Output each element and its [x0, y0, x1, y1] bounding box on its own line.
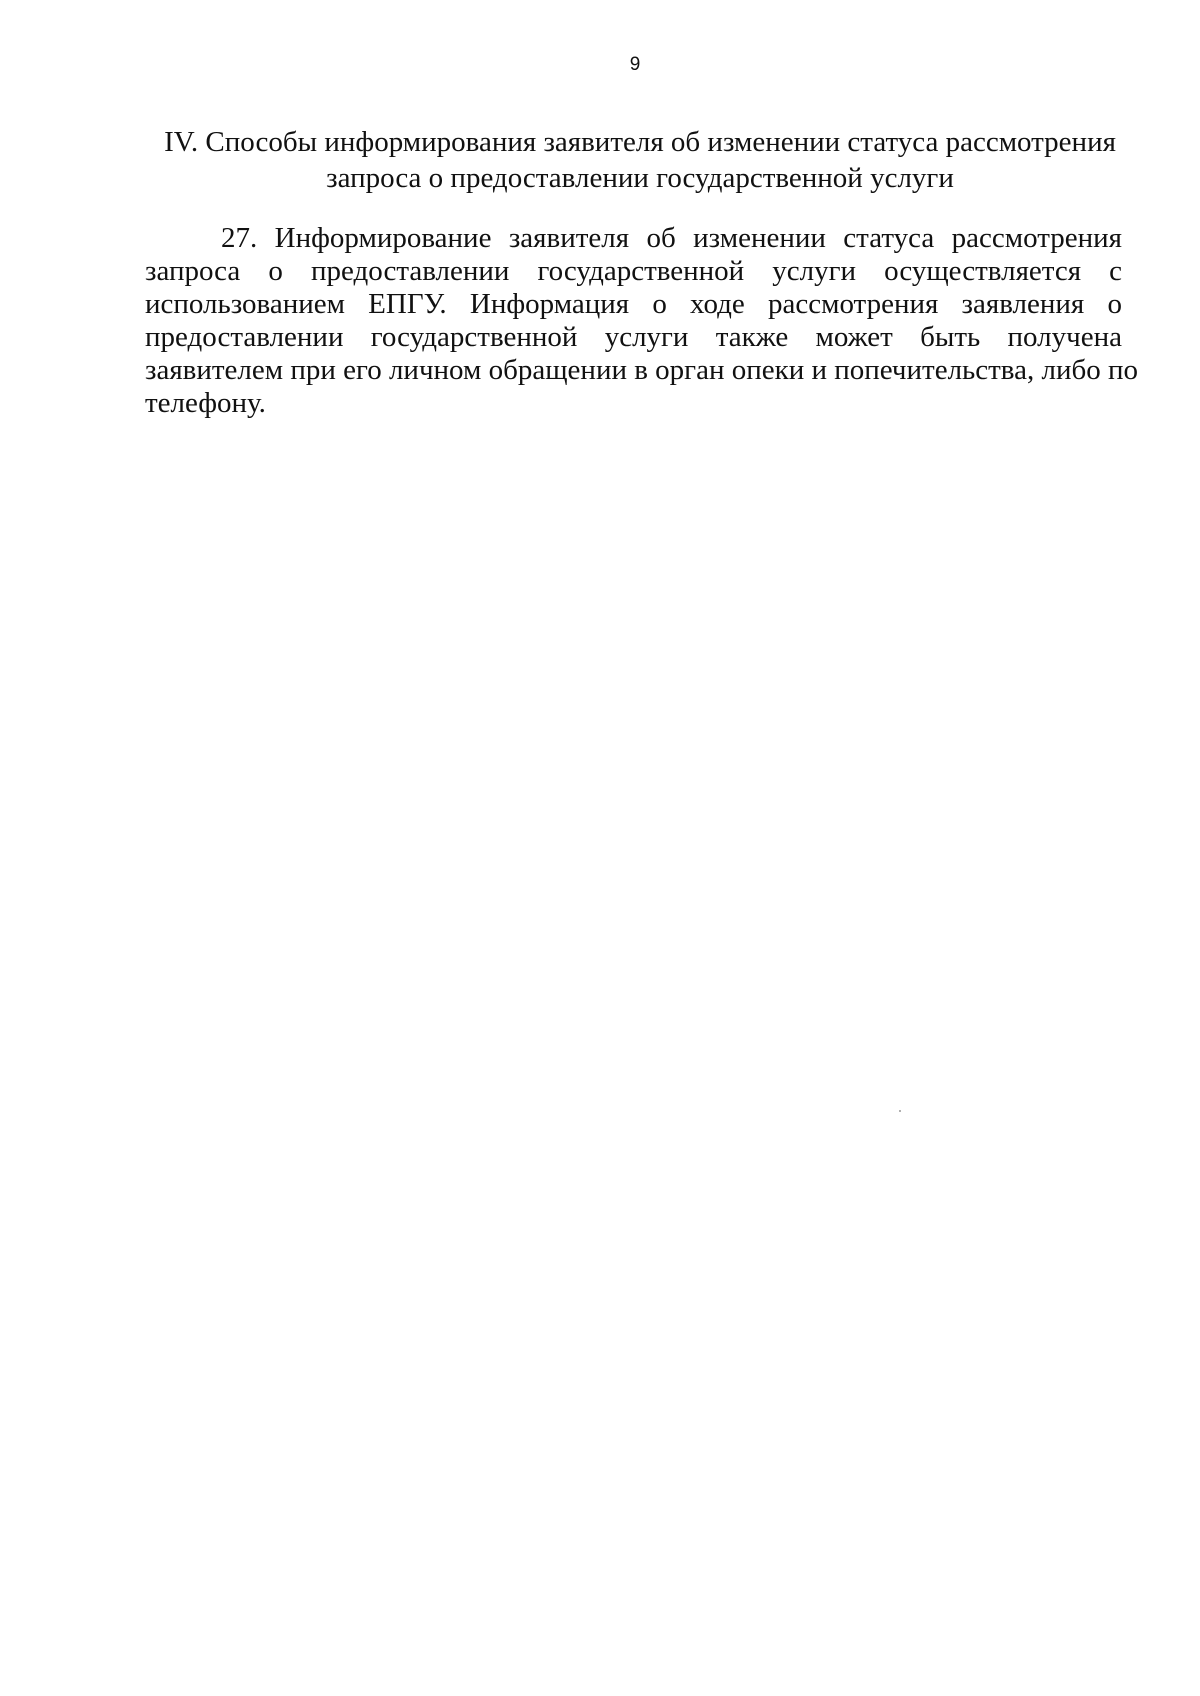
paragraph-line: 27. Информирование заявителя об изменении статуса рассмотрения [221, 222, 1122, 254]
paragraph-line: заявителем при его личном обращении в орган опеки и попечительства, либо по [145, 354, 1139, 386]
section-heading-line-1: IV. Способы информирования заявителя об изменении статуса рассмотрения [164, 126, 1116, 158]
scan-speck [899, 1110, 901, 1112]
paragraph-line: предоставлении государственной услуги также может быть получена [145, 321, 1122, 353]
paragraph-line: запроса о предоставлении государственной услуги осуществляется с [145, 255, 1122, 287]
section-heading [140, 124, 1140, 196]
page-number: 9 [629, 54, 641, 75]
paragraph-line: использованием ЕПГУ. Информация о ходе рассмотрения заявления о [145, 288, 1122, 320]
paragraph-27 [145, 222, 1139, 420]
section-heading-line-2: запроса о предоставлении государственной услуги [326, 162, 954, 194]
paragraph-line: телефону. [145, 387, 266, 419]
